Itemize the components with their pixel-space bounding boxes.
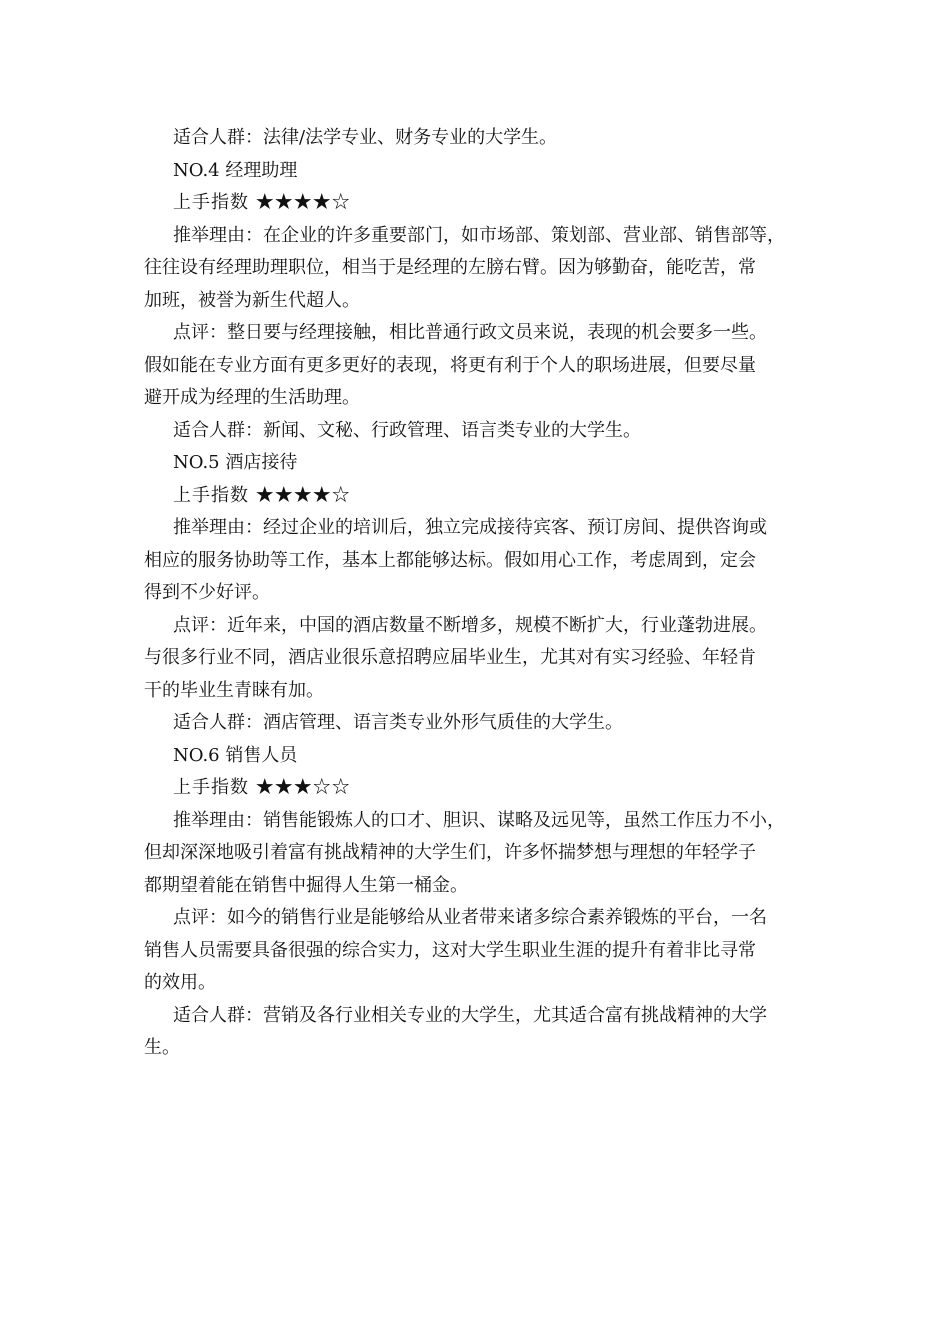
paragraph-audience-4: 适合人群：新闻、文秘、行政管理、语言类专业的大学生。 [173, 419, 641, 441]
job-heading-5: NO.5 酒店接待 [173, 452, 298, 473]
paragraph-audience-5: 适合人群：酒店管理、语言类专业外形气质佳的大学生。 [173, 712, 623, 733]
difficulty-rating-5: 上手指数 ★★★★☆ [173, 484, 351, 506]
paragraph-audience-3: 适合人群：法律/法学专业、财务专业的大学生。 [173, 127, 558, 148]
reason-line-4-1: 推举理由：在企业的许多重要部门，如市场部、策划部、营业部、销售部等， [173, 224, 785, 246]
comment-line-6-3: 的效用。 [144, 972, 216, 993]
comment-line-4-1: 点评：整日要与经理接触，相比普通行政文员来说，表现的机会要多一些。 [173, 322, 767, 343]
difficulty-rating-4: 上手指数 ★★★★☆ [173, 192, 351, 213]
reason-line-5-3: 得到不少好评。 [144, 582, 270, 603]
comment-line-6-1: 点评：如今的销售行业是能够给从业者带来诸多综合素养锻炼的平台，一名 [173, 907, 767, 928]
reason-line-6-3: 都期望着能在销售中掘得人生第一桶金。 [144, 874, 468, 896]
audience-line-6-1: 适合人群：营销及各行业相关专业的大学生，尤其适合富有挑战精神的大学 [173, 1004, 767, 1026]
reason-line-6-1: 推举理由：销售能锻炼人的口才、胆识、谋略及远见等，虽然工作压力不小， [173, 809, 785, 831]
reason-line-5-1: 推举理由：经过企业的培训后，独立完成接待宾客、预订房间、提供咨询或 [173, 517, 767, 538]
reason-line-4-3: 加班，被誉为新生代超人。 [144, 289, 360, 311]
reason-line-4-2: 往往设有经理助理职位，相当于是经理的左膀右臂。因为够勤奋，能吃苦，常 [144, 257, 756, 278]
comment-line-5-1: 点评：近年来，中国的酒店数量不断增多，规模不断扩大，行业蓬勃进展。 [173, 614, 767, 636]
document-body [144, 122, 808, 1065]
comment-line-4-2: 假如能在专业方面有更多更好的表现，将更有利于个人的职场进展，但要尽量 [144, 354, 756, 376]
job-heading-4: NO.4 经理助理 [173, 159, 298, 181]
reason-line-6-2: 但却深深地吸引着富有挑战精神的大学生们，许多怀揣梦想与理想的年轻学子 [144, 842, 756, 863]
comment-line-5-3: 干的毕业生青睐有加。 [144, 679, 324, 701]
job-heading-6: NO.6 销售人员 [173, 744, 298, 766]
reason-line-5-2: 相应的服务协助等工作，基本上都能够达标。假如用心工作，考虑周到，定会 [144, 549, 756, 571]
comment-line-6-2: 销售人员需要具备很强的综合实力，这对大学生职业生涯的提升有着非比寻常 [144, 939, 756, 961]
difficulty-rating-6: 上手指数 ★★★☆☆ [173, 777, 351, 798]
comment-line-5-2: 与很多行业不同，酒店业很乐意招聘应届毕业生，尤其对有实习经验、年轻肯 [144, 647, 756, 668]
audience-line-6-2: 生。 [144, 1037, 180, 1058]
comment-line-4-3: 避开成为经理的生活助理。 [144, 387, 360, 408]
